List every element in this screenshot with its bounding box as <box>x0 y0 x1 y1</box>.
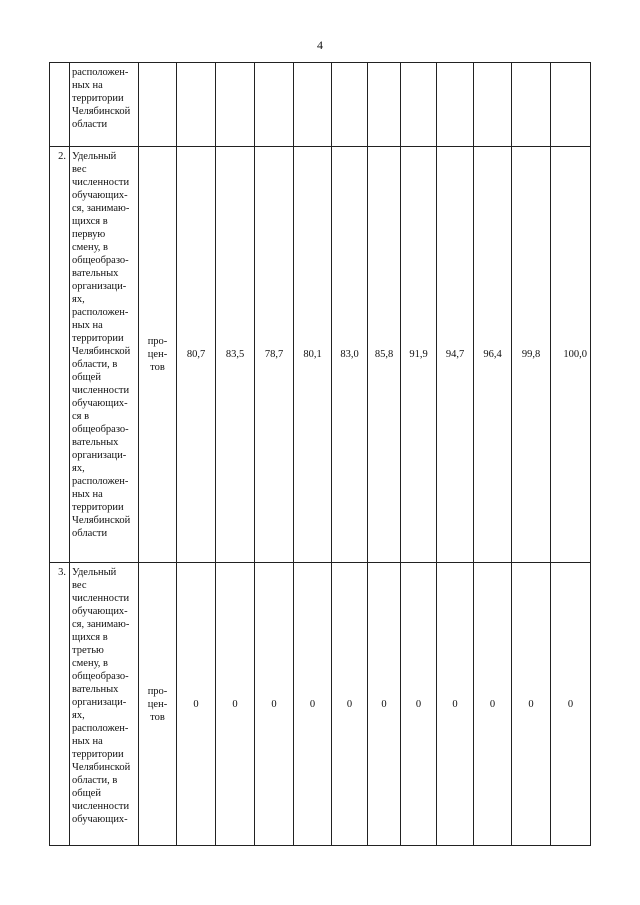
table-row <box>50 563 591 846</box>
value-cell: 96,4 <box>474 147 512 563</box>
value-cell: 0 <box>294 563 332 846</box>
page-number: 4 <box>317 38 323 52</box>
unit-cell <box>139 63 177 147</box>
value-cell: 0 <box>368 563 401 846</box>
value-cell <box>474 63 512 147</box>
value-cell: 0 <box>216 563 255 846</box>
value-cell: 0 <box>437 563 474 846</box>
value-cell <box>401 63 437 147</box>
value-cell <box>368 63 401 147</box>
value-cell: 0 <box>401 563 437 846</box>
value-cell: 94,7 <box>437 147 474 563</box>
value-cell <box>177 63 216 147</box>
value-cell <box>294 63 332 147</box>
value-cell: 80,1 <box>294 147 332 563</box>
value-cell: 80,7 <box>177 147 216 563</box>
value-cell <box>551 63 591 147</box>
value-cell: 91,9 <box>401 147 437 563</box>
table-row <box>50 147 591 563</box>
row-number: 2. <box>50 147 70 563</box>
value-cell: 0 <box>255 563 294 846</box>
indicator-name: Удельный вес численности обучающих- ся, занимаю- щихся в третью смену, в общеобразо- вательных организаци- ях, расположен- ных на территории Челябинской области, в общей численности обучающих- <box>70 563 139 846</box>
value-cell: 100,0 <box>551 147 591 563</box>
value-cell: 0 <box>551 563 591 846</box>
value-cell <box>437 63 474 147</box>
value-cell <box>255 63 294 147</box>
indicators-table <box>49 62 591 846</box>
value-cell <box>512 63 551 147</box>
value-cell: 85,8 <box>368 147 401 563</box>
unit-cell: про- цен- тов <box>139 563 177 846</box>
value-cell: 83,0 <box>332 147 368 563</box>
table-row <box>50 63 591 147</box>
value-cell: 99,8 <box>512 147 551 563</box>
row-number <box>50 63 70 147</box>
value-cell: 0 <box>332 563 368 846</box>
value-cell <box>332 63 368 147</box>
value-cell: 78,7 <box>255 147 294 563</box>
row-number: 3. <box>50 563 70 846</box>
value-cell <box>216 63 255 147</box>
value-cell: 0 <box>177 563 216 846</box>
value-cell: 0 <box>512 563 551 846</box>
value-cell: 0 <box>474 563 512 846</box>
indicator-name: расположен- ных на территории Челябинской области <box>70 63 139 147</box>
indicator-name: Удельный вес численности обучающих- ся, занимаю- щихся в первую смену, в общеобразо- вательных организаци- ях, расположен- ных на территории Челябинской области, в общей численности обучающих- ся в общеобразо- вательных организаци- ях, расположен- ных на территории Челябинской области <box>70 147 139 563</box>
value-cell: 83,5 <box>216 147 255 563</box>
unit-cell: про- цен- тов <box>139 147 177 563</box>
